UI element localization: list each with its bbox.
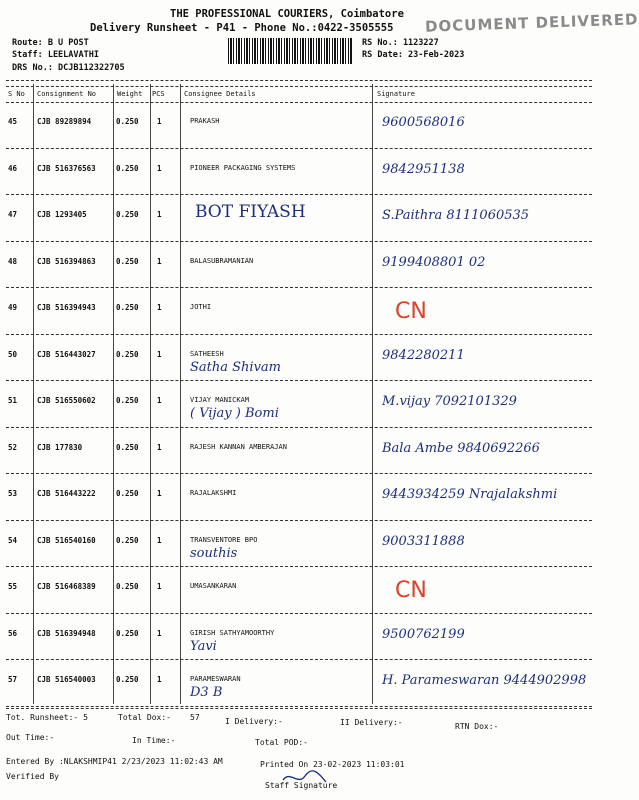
row-divider [6,520,592,521]
pieces: 1 [157,349,162,359]
consignee-name: JOTHI [190,303,212,311]
column-header: Weight [117,90,143,98]
runsheet-subtitle: Delivery Runsheet - P41 - Phone No.:0422-3505555 [90,22,394,34]
handwritten-name: D3 B [190,685,223,700]
consignment-number: CJB 516443222 [37,489,96,498]
weight: 0.250 [116,442,139,452]
serial-number: 55 [8,582,18,591]
printed-on: Printed On 23-02-2023 11:03:01 [260,760,405,769]
ii-delivery: II Delivery:- [340,718,403,727]
weight: 0.250 [116,349,139,359]
serial-number: 46 [8,163,18,173]
divider [6,708,592,709]
consignee-name: VIJAY MANICKAM [190,396,250,404]
weight: 0.250 [116,117,139,126]
signature: H. Parameswaran 9444902998 [382,673,587,688]
serial-number: 51 [8,396,18,405]
company-title: THE PROFESSIONAL COURIERS, Coimbatore [170,8,404,20]
pieces: 1 [157,210,162,219]
signature: 9443934259 Nrajalakshmi [382,487,558,502]
consignment-number: CJB 89289894 [37,117,92,126]
weight: 0.250 [116,535,139,545]
total-dox-value: 57 [190,713,200,722]
row-divider [6,659,592,660]
row-divider [6,706,592,707]
serial-number: 57 [8,675,18,684]
verified-by: Verified By [6,772,59,781]
handwritten-name: ( Vijay ) Bomi [190,406,279,421]
signature: 9199408801 02 [382,254,486,270]
rtn-dox: RTN Dox:- [455,722,499,731]
consignment-number: CJB 1293405 [37,210,87,219]
pieces: 1 [157,582,162,591]
consignment-number: CJB 516394948 [37,628,96,638]
serial-number: 53 [8,489,18,498]
signature: S.Paithra 8111060535 [382,208,530,223]
serial-number: 54 [8,535,18,545]
row-divider [6,194,592,195]
row-divider [6,334,592,335]
row-divider [6,473,592,474]
serial-number: 45 [8,117,18,126]
tot-runsheet: Tot. Runsheet:- 5 [6,713,88,722]
signature: Bala Ambe 9840692266 [382,440,540,456]
consignee-name: TRANSVENTORE BPO [190,535,258,544]
weight: 0.250 [116,582,139,591]
signature: M.vijay 7092101329 [382,394,517,409]
consignee-name: PIONEER PACKAGING SYSTEMS [190,163,296,172]
column-divider [33,84,34,704]
consignee-name: PARAMESWARAN [190,675,241,683]
pieces: 1 [157,396,162,405]
column-divider [150,84,151,704]
serial-number: 52 [8,442,18,452]
consignment-number: CJB 516394863 [37,256,96,266]
consignment-number: CJB 516550602 [37,396,96,405]
column-divider [372,84,373,704]
serial-number: 47 [8,210,18,219]
pieces: 1 [157,303,162,312]
column-header: S No [8,90,25,98]
consignee-name: UMASANKARAN [190,582,237,590]
barcode [228,38,352,64]
handwritten-name: BOT FIYASH [195,202,306,222]
column-header: Consignee Details [184,90,256,98]
staff-signature-label: Staff Signature [265,781,338,790]
consignment-number: CJB 516376563 [37,163,96,173]
row-divider [6,566,592,567]
rs-date: RS Date: 23-Feb-2023 [362,50,465,60]
row-divider [6,427,592,428]
drs-number: DRS No.: DCJB112322705 [12,63,125,73]
in-time: In Time:- [132,736,176,745]
signature: 9500762199 [382,626,465,642]
consignment-number: CJB 516540160 [37,535,96,545]
i-delivery: I Delivery:- [225,717,283,726]
divider [6,86,592,87]
row-divider [6,287,592,288]
pieces: 1 [157,675,162,684]
row-divider [6,241,592,242]
serial-number: 49 [8,303,18,312]
handwritten-name: Satha Shivam [190,359,281,375]
consignee-name: RAJESH KANNAN AMBERAJAN [190,442,287,451]
pieces: 1 [157,256,162,266]
divider [6,102,592,103]
column-header: PCS [152,90,165,98]
row-divider [6,148,592,149]
staff-signature-scribble [280,768,330,788]
serial-number: 48 [8,256,18,266]
divider [6,80,592,81]
total-dox-label: Total Dox:- [118,713,171,722]
rs-number: RS No.: 1123227 [362,38,439,48]
signature-cn: CN [395,578,427,603]
out-time: Out Time:- [6,733,55,742]
weight: 0.250 [116,256,139,266]
column-divider [180,84,181,704]
consignment-number: CJB 516443027 [37,349,96,359]
column-header: Signature [377,90,415,98]
signature: 9600568016 [382,115,465,130]
consignee-name: SATHEESH [190,349,224,358]
weight: 0.250 [116,489,139,498]
consignment-number: CJB 516394943 [37,303,96,312]
weight: 0.250 [116,163,139,173]
staff: Staff: LEELAVATHI [12,50,99,60]
entered-by: Entered By :NLAKSHMIP41 2/23/2023 11:02:43 AM [6,757,223,766]
pieces: 1 [157,489,162,498]
pieces: 1 [157,628,162,638]
signature: 9842951138 [382,161,465,177]
serial-number: 50 [8,349,18,359]
pieces: 1 [157,442,162,452]
weight: 0.250 [116,210,139,219]
total-pod: Total POD:- [255,738,308,747]
weight: 0.250 [116,303,139,312]
route: Route: B U POST [12,38,89,48]
consignee-name: PRAKASH [190,117,220,125]
column-divider [113,84,114,704]
pieces: 1 [157,117,162,126]
pieces: 1 [157,535,162,545]
weight: 0.250 [116,396,139,405]
signature: 9842280211 [382,347,465,363]
consignment-number: CJB 516540003 [37,675,96,684]
handwritten-name: southis [190,545,238,561]
column-header: Consignment No [37,90,97,98]
row-divider [6,613,592,614]
signature: 9003311888 [382,533,465,549]
consignee-name: BALASUBRAMANIAN [190,256,254,265]
consignment-number: CJB 177830 [37,442,83,452]
serial-number: 56 [8,628,18,638]
signature-cn: CN [395,299,427,324]
consignee-name: GIRISH SATHYAMOORTHY [190,628,275,637]
consignment-number: CJB 516468389 [37,582,96,591]
weight: 0.250 [116,628,139,638]
consignee-name: RAJALAKSHMI [190,489,237,497]
handwritten-name: Yavi [190,638,217,654]
delivered-stamp: DOCUMENT DELIVERED [424,10,639,36]
pieces: 1 [157,163,162,173]
row-divider [6,380,592,381]
weight: 0.250 [116,675,139,684]
